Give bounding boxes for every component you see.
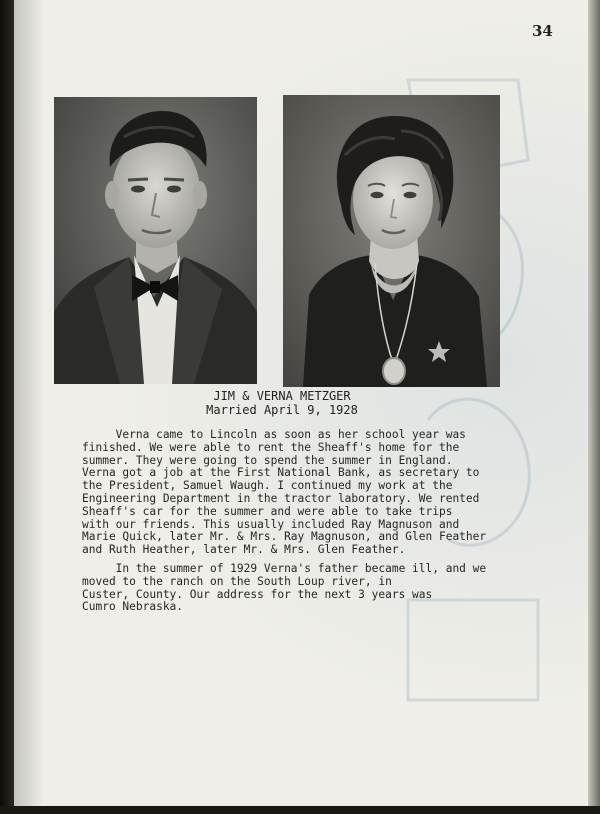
text-line: finished. We were able to rent the Sheaff's home for the bbox=[82, 440, 460, 454]
paragraph-1 bbox=[82, 429, 522, 557]
text-line: In the summer of 1929 Verna's father became ill, and we bbox=[82, 562, 487, 575]
text-line: Verna got a job at the First National Bank, as secretary to bbox=[82, 466, 480, 480]
photo-jim-metzger bbox=[54, 97, 257, 384]
text-line: Engineering Department in the tractor laboratory. We rented bbox=[82, 491, 480, 505]
text-line: the President, Samuel Waugh. I continued my work at the bbox=[82, 479, 453, 493]
page-edge bbox=[588, 0, 600, 814]
text-line: Custer, County. Our address for the next 3 years was bbox=[82, 587, 433, 601]
text-line: Cumro Nebraska. bbox=[82, 600, 184, 614]
text-line: with our friends. This usually included Ray Magnuson and bbox=[82, 517, 460, 531]
text-line: and Ruth Heather, later Mr. & Mrs. Glen Feather. bbox=[82, 543, 406, 557]
text-line: Marie Quick, later Mr. & Mrs. Ray Magnuson, and Glen Feather bbox=[82, 530, 487, 544]
text-line: summer. They were going to spend the summer in England. bbox=[82, 453, 453, 467]
page-number: 34 bbox=[532, 22, 553, 40]
paragraph-2 bbox=[82, 563, 522, 614]
caption-names: JIM & VERNA METZGER bbox=[213, 389, 351, 403]
text-line: Sheaff's car for the summer and were able to take trips bbox=[82, 504, 453, 518]
photo-verna-metzger bbox=[283, 95, 500, 387]
photo-caption bbox=[190, 389, 374, 417]
text-line: Verna came to Lincoln as soon as her school year was bbox=[82, 428, 466, 441]
caption-married-date: Married April 9, 1928 bbox=[206, 403, 358, 417]
page-bottom-shadow bbox=[0, 806, 600, 814]
text-line: moved to the ranch on the South Loup river, in bbox=[82, 574, 392, 588]
